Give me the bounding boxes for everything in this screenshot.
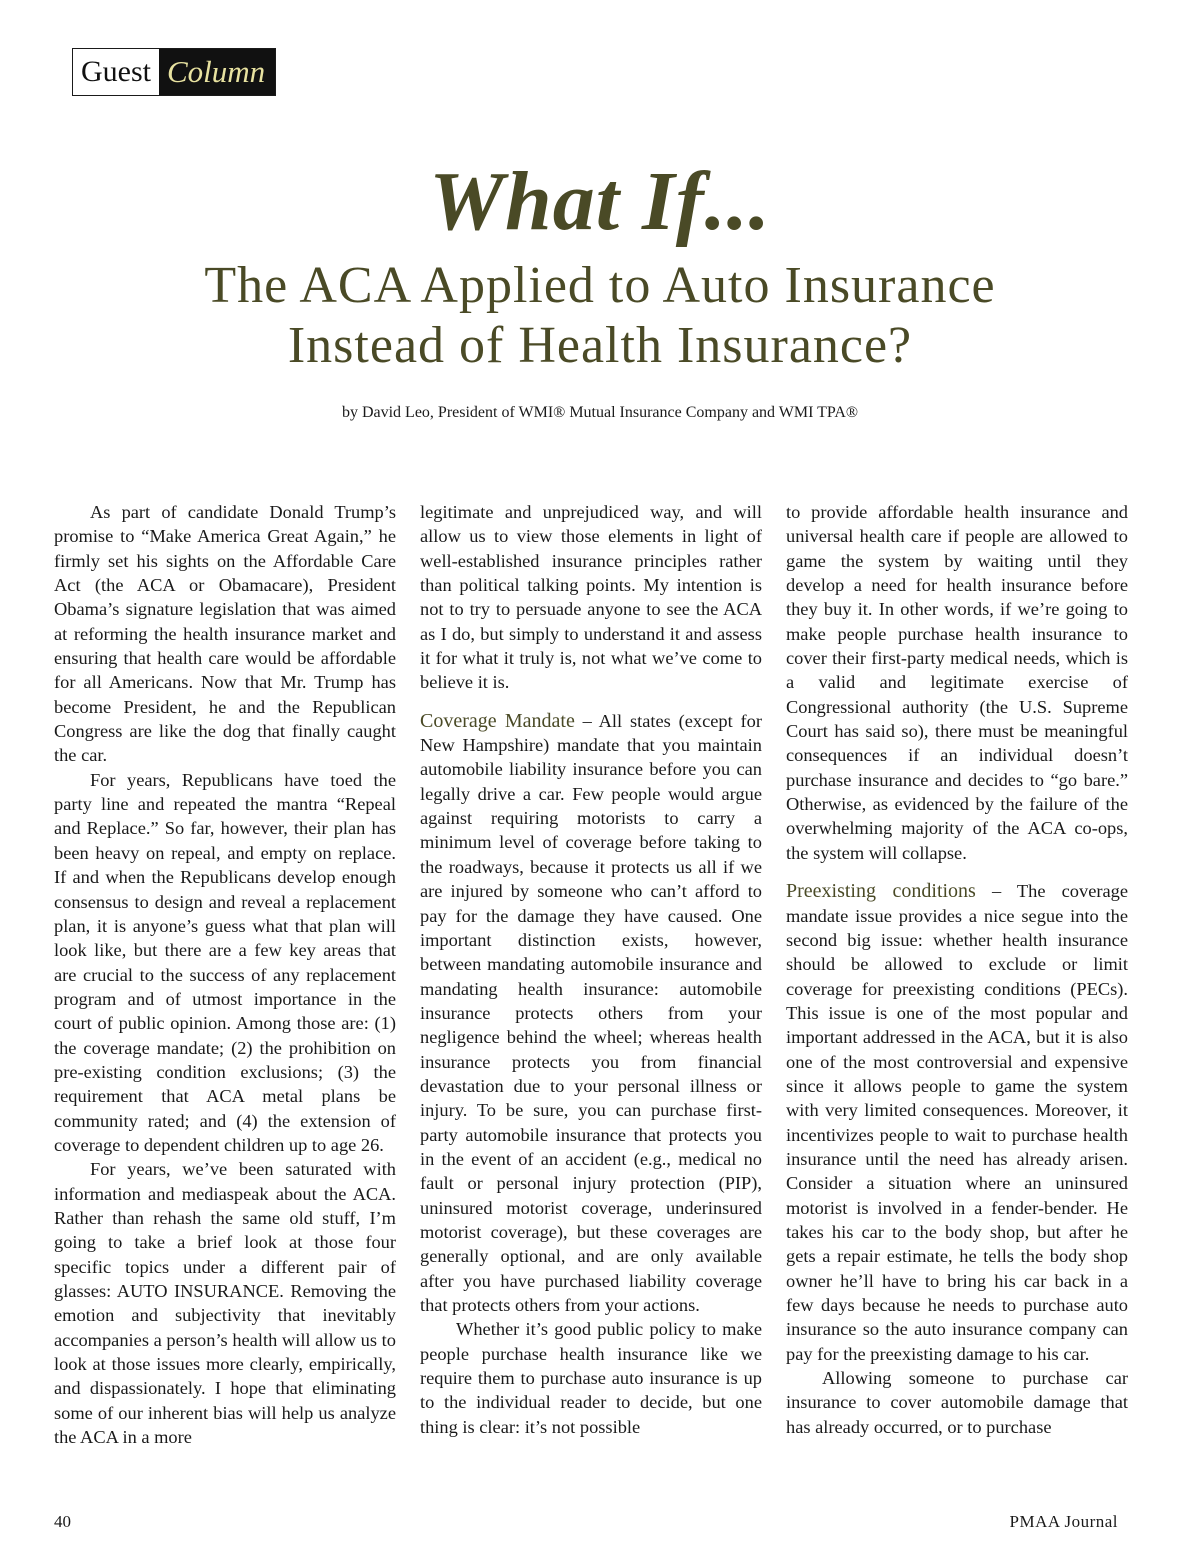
paragraph: Allowing someone to purchase car insurance to cover automobile damage that has already occurred, or to purchase: [786, 1368, 1128, 1437]
section-paragraph: [786, 879, 1128, 1366]
paragraph-text: – All states (except for New Hampshire) mandate that you maintain automobile liability insurance before you can legally drive a car. Few people would argue against requiring motorists to carry a minimum level of coverage before taking to the roadways, because it protects us all if we are injured by someone who can’t afford to pay for the damage they have caused. One important distinction exists, however, between mandating automobile insurance and mandating health insurance: automobile insurance protects others from your negligence behind the wheel; whereas health insurance protects you from financial devastation due to your personal illness or injury. To be sure, you can purchase first-party automobile insurance that protects you in the event of an accident (e.g., medical no fault or personal injury protection (PIP), uninsured motorist coverage, underinsured motorist coverage), but these coverages are generally optional, and are only available after you have purchased liability coverage that protects others from your actions.: [420, 710, 762, 1315]
paragraph: to provide affordable health insurance and universal health care if people are allowed to game the system by waiting until they develop a need for health insurance before they buy it. In other words, if we’re going to make people purchase health insurance to cover their first-party medical needs, which is a valid and legitimate exercise of Congressional authority (the U.S. Supreme Court has said so), there must be meaningful consequences if an individual doesn’t purchase insurance and decides to “go bare.” Otherwise, as evidenced by the failure of the overwhelming majority of the ACA co-ops, the system will collapse.: [786, 502, 1128, 863]
paragraph: Whether it’s good public policy to make people purchase health insurance like we require them to purchase auto insurance is up to the individual reader to decide, but one thing is clear: it’s not possible: [420, 1319, 762, 1437]
section-paragraph: [420, 709, 762, 1318]
byline: by David Leo, President of WMI® Mutual Insurance Company and WMI TPA®: [341, 404, 859, 421]
section-heading-coverage-mandate: Coverage Mandate: [420, 709, 575, 732]
page-number: 40: [54, 1512, 71, 1531]
paragraph: For years, we’ve been saturated with information and mediaspeak about the ACA. Rather than rehash the same old stuff, I’m going to take a brief look at those four specific topics under a different pair of glasses: AUTO INSURANCE. Removing the emotion and subjectivity that inevitably accompanies a person’s health will allow us to look at those issues more clearly, empirically, and dispassionately. I hope that eliminating some of our inherent bias will help us analyze the ACA in a more: [54, 1159, 396, 1448]
paragraph: As part of candidate Donald Trump’s promise to “Make America Great Again,” he firmly set his sights on the Affordable Care Act (the ACA or Obamacare), President Obama’s signature legislation that was aimed at reforming the health insurance market and ensuring that health care would be affordable for all Americans. Now that Mr. Trump has become President, he and the Republican Congress are like the dog that finally caught the car.: [54, 502, 396, 766]
subtitle-line-2: Instead of Health Insurance?: [287, 317, 913, 374]
text-column-2: [420, 500, 762, 1439]
badge-column: Column: [159, 49, 275, 95]
paragraph-text: – The coverage mandate issue provides a nice segue into the second big issue: whether health insurance should be allowed to exclude or limit coverage for preexisting conditions (PECs). This issue is one of the most popular and important addressed in the ACA, but it is also one of the most controversial and expensive since it allows people to game the system with very limited consequences. Moreover, it incentivizes people to wait to purchase health insurance until the need has already arisen. Consider a situation where an uninsured motorist is involved in a fender-bender. He takes his car to the body shop, but after he gets a repair estimate, he tells the body shop owner he’ll have to bring his car back in a few days because he needs to purchase auto insurance so the auto insurance company can pay for the preexisting damage to his car.: [786, 881, 1128, 1364]
paragraph: For years, Republicans have toed the party line and repeated the mantra “Repeal and Replace.” So far, however, their plan has been heavy on repeal, and empty on replace. If and when the Republicans develop enough consensus to design and reveal a replacement plan, it is anyone’s guess what that plan will look like, but there are a few key areas that are crucial to the success of any replacement program and of utmost importance in the court of public opinion. Among those are: (1) the coverage mandate; (2) the prohibition on pre-existing condition exclusions; (3) the requirement that ACA metal plans be community rated; and (4) the extension of coverage to dependent children up to age 26.: [54, 769, 396, 1155]
badge-guest: Guest: [73, 49, 159, 95]
article-subtitle: [0, 256, 1200, 376]
subtitle-line-1: The ACA Applied to Auto Insurance: [204, 257, 996, 314]
text-column-1: [54, 500, 396, 1449]
journal-name: PMAA Journal: [1009, 1512, 1118, 1531]
article-title: What If...: [429, 155, 771, 248]
section-heading-preexisting-conditions: Preexisting conditions: [786, 880, 976, 903]
text-column-3: [786, 500, 1128, 1439]
guest-column-badge: [72, 48, 276, 96]
paragraph: legitimate and unprejudiced way, and will allow us to view those elements in light of well-established insurance principles rather than political talking points. My intention is not to try to persuade anyone to see the ACA as I do, but simply to understand it and assess it for what it truly is, not what we’ve come to believe it is.: [420, 502, 762, 693]
